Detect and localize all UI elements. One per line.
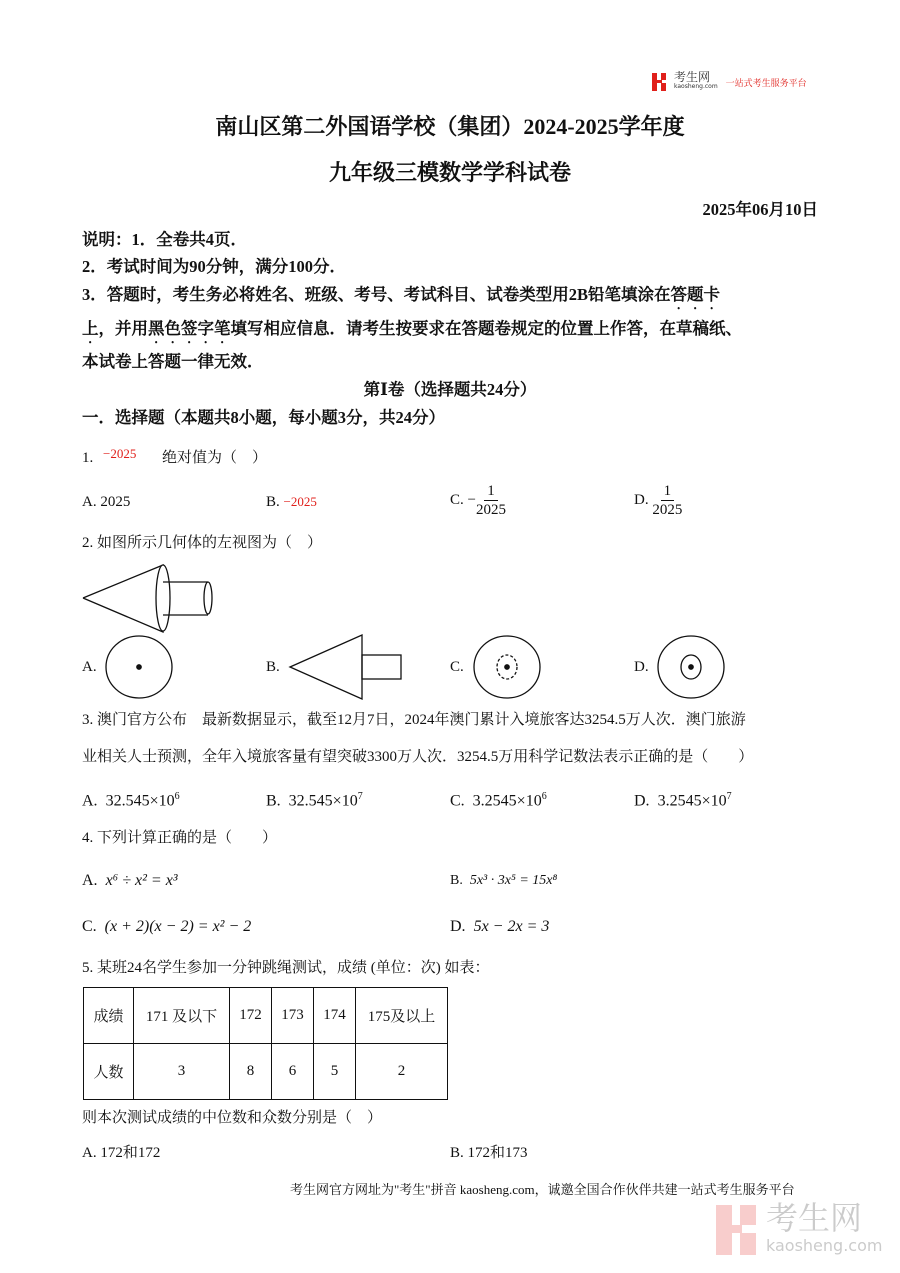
q1-value: −2025	[103, 446, 137, 461]
q3-option-d	[634, 787, 732, 811]
q2-option-c-label: C.	[450, 659, 464, 675]
logo-name: 考生网	[674, 70, 711, 84]
exponent: 7	[726, 791, 732, 802]
label: D.	[634, 792, 650, 810]
expression: 5x − 2x = 3	[473, 918, 550, 935]
label: B.	[266, 792, 281, 810]
q3-option-c	[450, 787, 547, 811]
value: 32.545×10	[288, 792, 358, 810]
label: B.	[450, 873, 463, 888]
expression: (x + 2)(x − 2) = x² − 2	[104, 918, 252, 935]
exam-subtitle: 九年级三模数学学科试卷	[328, 160, 571, 185]
label: B.	[266, 494, 280, 510]
label: C.	[450, 492, 464, 508]
q3-line-2: 业相关人士预测，全年入境旅客量有望突破3300万人次．3254.5万用科学记数法表示正确的是（ ）	[82, 749, 754, 765]
q3-option-a	[82, 787, 180, 811]
q5-option-a: A. 172和172	[82, 1145, 161, 1161]
label: A.	[82, 872, 98, 889]
score-table	[83, 987, 448, 1100]
value: −2025	[283, 494, 317, 509]
q4-option-c	[82, 917, 251, 937]
q4-option-a	[82, 871, 178, 891]
part-title: 一．选择题（本题共8小题，每小题3分，共24分）	[82, 408, 445, 427]
instruction-5: 本试卷上答题一律无效．	[82, 352, 264, 371]
emphasis-on: 上	[82, 319, 99, 338]
logo-domain: kaosheng.com	[674, 83, 718, 90]
label: A.	[82, 792, 98, 810]
fraction	[476, 482, 506, 519]
q2-option-c-figure	[472, 634, 542, 700]
denominator: 2025	[475, 502, 506, 518]
q1-option-b	[266, 492, 317, 512]
numerator: 1	[484, 482, 498, 501]
table-cell: 174	[314, 988, 356, 1044]
emphasis-answer-card: 答题卡	[670, 285, 721, 304]
label: D.	[634, 492, 649, 508]
logo-slogan: 一站式考生服务平台	[725, 78, 807, 89]
table-cell: 175及以上	[356, 988, 448, 1044]
q3-option-b	[266, 787, 363, 811]
table-cell: 人数	[84, 1044, 134, 1100]
watermark-name: 考生网	[766, 1199, 863, 1237]
table-row	[84, 1044, 448, 1100]
instruction-4	[82, 319, 742, 347]
expression: x⁶ ÷ x² = x³	[105, 872, 178, 889]
exam-title: 南山区第二外国语学校（集团）2024-2025学年度	[215, 114, 685, 139]
exponent: 6	[541, 791, 547, 802]
text: 填写相应信息．请考生按要求在答题卷规定的位置上作答，在草稿纸、	[230, 319, 742, 338]
section-title: 第Ⅰ卷（选择题共24分）	[363, 380, 537, 399]
table-cell: 5	[314, 1044, 356, 1100]
table-cell: 172	[230, 988, 272, 1044]
kaosheng-logo-icon	[652, 73, 666, 91]
instruction-2: 2．考试时间为90分钟，满分100分．	[82, 257, 346, 276]
numerator: 1	[661, 482, 675, 501]
fraction	[652, 482, 682, 519]
value: 3.2545×10	[472, 792, 542, 810]
table-cell: 6	[272, 1044, 314, 1100]
q2-option-a-figure	[104, 634, 174, 700]
label: D.	[450, 918, 466, 935]
q2-option-d-label: D.	[634, 659, 649, 675]
q1-option-c	[450, 482, 506, 519]
q1-option-a: A. 2025	[82, 494, 131, 510]
label: C.	[82, 918, 97, 935]
table-cell: 8	[230, 1044, 272, 1100]
sign: −	[467, 492, 476, 508]
kaosheng-logo	[652, 72, 807, 92]
q3-line-1: 3. 澳门官方公布 最新数据显示，截至12月7日，2024年澳门累计入境旅客达3254.5万人次．澳门旅游	[82, 712, 746, 728]
q1-number: 1.	[82, 450, 94, 466]
q2-option-b-figure	[285, 633, 405, 701]
text: ，并用	[98, 319, 148, 338]
instruction-3-text: 3．答题时，考生务必将姓名、班级、考号、考试科目、试卷类型用2B铅笔填涂在	[82, 285, 671, 304]
expression: 5x³ · 3x⁵ = 15x⁸	[469, 873, 558, 888]
exponent: 7	[357, 791, 363, 802]
q1-option-d	[634, 482, 682, 519]
q2-option-b-label: B.	[266, 659, 280, 675]
q4-text: 4. 下列计算正确的是（ ）	[82, 830, 278, 846]
q2-option-a-label: A.	[82, 659, 97, 675]
instruction-3	[82, 285, 720, 313]
denominator: 2025	[652, 502, 683, 518]
solid-figure	[80, 560, 220, 640]
q4-option-d	[450, 917, 549, 937]
exponent: 6	[174, 791, 180, 802]
exam-date: 2025年06月10日	[702, 200, 818, 219]
table-cell: 171 及以下	[134, 988, 230, 1044]
emphasis-black-pen: 黑色签字笔	[148, 319, 231, 338]
label: C.	[450, 792, 465, 810]
table-cell: 成绩	[84, 988, 134, 1044]
q5-text: 5. 某班24名学生参加一分钟跳绳测试，成绩 (单位：次) 如表：	[82, 960, 490, 976]
value: 32.545×10	[105, 792, 175, 810]
q2-option-d-figure	[656, 634, 726, 700]
watermark-domain: kaosheng.com	[766, 1236, 883, 1255]
q1-text: 绝对值为（ ）	[162, 450, 268, 466]
table-row	[84, 988, 448, 1044]
q4-option-b	[450, 871, 557, 891]
value: 3.2545×10	[657, 792, 727, 810]
table-cell: 2	[356, 1044, 448, 1100]
table-cell: 3	[134, 1044, 230, 1100]
q2-text: 2. 如图所示几何体的左视图为（ ）	[82, 535, 323, 551]
footer-text: 考生网官方网址为"考生"拼音 kaosheng.com，诚邀全国合作伙伴共建一站式考生服务平台	[290, 1182, 795, 1197]
table-cell: 173	[272, 988, 314, 1044]
q5-question: 则本次测试成绩的中位数和众数分别是（ ）	[82, 1110, 383, 1126]
q5-option-b: B. 172和173	[450, 1145, 528, 1161]
instruction-1: 说明：1．全卷共4页．	[82, 230, 247, 249]
